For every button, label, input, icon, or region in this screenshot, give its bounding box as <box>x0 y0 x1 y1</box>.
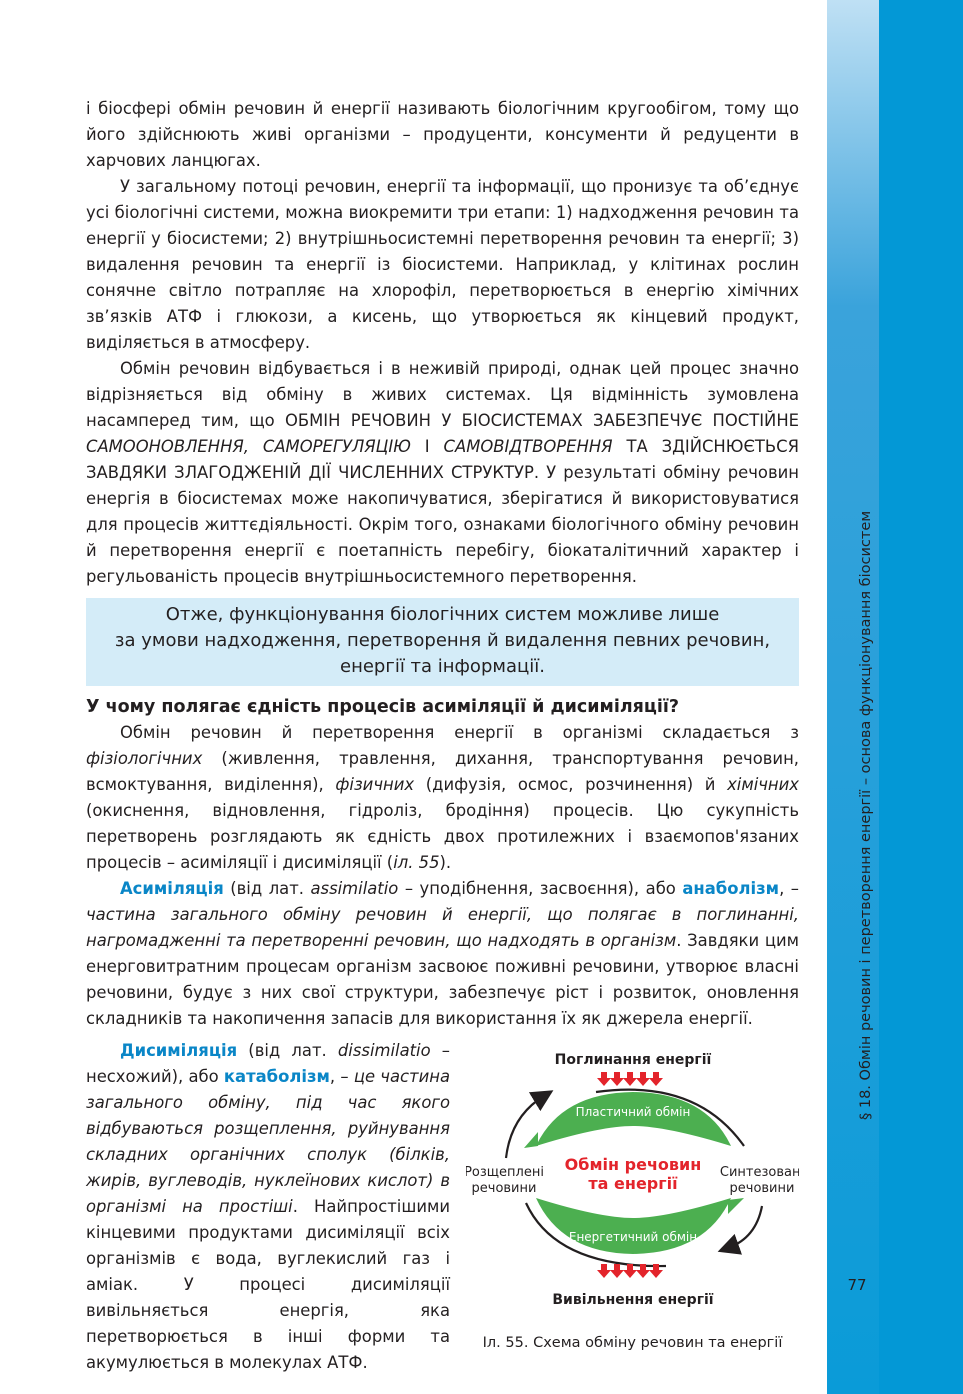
page-number: 77 <box>847 1276 867 1294</box>
label-synth-substances-1: Синтезовані <box>719 1165 799 1180</box>
paragraph-3: Обмін речовин відбувається і в неживій природі, однак цей процес значно відрізняється від обміну в живих системах. Ця відмінність зумовлена насамперед тим, що ОБМІН РЕЧОВИН У БІОСИСТЕМАХ ЗАБЕЗПЕЧУЄ ПОСТІЙНЕ САМООНОВЛЕННЯ, САМОРЕГУЛЯЦІЮ І САМОВІДТВОРЕННЯ ТА ЗДІЙСНЮЄТЬСЯ ЗАВДЯКИ ЗЛАГОДЖЕНІЙ ДІЇ ЧИСЛЕННИХ СТРУКТУР. У результаті обміну речовин енергія в біосистемах може накопичуватися, зберігатися й використовуватися для процесів життєдіяльності. Окрім того, ознаками біологічного обміну речовин й перетворення енергії є поетапність перебігу, біокаталітичний характер і регульованість процесів внутрішньосистемного перетворення. <box>86 359 799 586</box>
paragraph-1: і біосфері обмін речовин й енергії називають біологічним кругообігом, тому що його здійснюють живі організми – продуценти, консументи й редуценти в харчових ланцюгах. <box>86 99 799 170</box>
label-energy-absorption: Поглинання енергії <box>554 1052 712 1068</box>
absorption-arrows <box>597 1072 663 1086</box>
green-arrowhead-left <box>524 1132 538 1148</box>
release-arrows <box>597 1264 663 1278</box>
arrow-left-up <box>506 1096 544 1158</box>
dissimilation-column <box>86 1038 450 1376</box>
paragraph-2: У загальному потоці речовин, енергії та інформації, що пронизує та об’єднує усі біологічні системи, можна виокремити три етапи: 1) надходження речовин та енергії у біосистеми; 2) внутрішньосистемні перетворення речовин та енергії; 3) видалення речовин та енергії із біосистеми. Наприклад, у клітинах рослин сонячне світло потрапляє на хлорофіл, перетворюється в енергію хімічних зв’язків АТФ і глюкози, а кисень, що утворюється як кінцевий продукт, виділяється в атмосферу. <box>86 177 799 352</box>
plastic-exchange-band <box>536 1092 731 1146</box>
paragraph-4: Обмін речовин й перетворення енергії в організмі складається з фізіологічних (живлення, травлення, дихання, транспортування речовин, всмоктування, виділення), фізичних (дифузія, осмос, розчинення) й хімічних (окиснення, відновлення, гідроліз, бродіння) процесів. Цю сукупність перетворень розглядають як єдність двох протилежних і взаємопов'язаних процесів – асиміляції і дисиміляції (іл. 55). <box>86 723 800 872</box>
metabolism-diagram <box>466 1038 799 1323</box>
sidebar-dark-stripe <box>879 0 963 1394</box>
paragraph-6: Дисиміляція (від лат. dissimilatio – несхожий), або катаболізм, – це частина загального обміну, під час якого відбуваються розщеплення, руйнування складних органічних сполук (білків, жирів, вуглеводів, нуклеїнових кислот) в організмі на простіші. Найпростішими кінцевими продуктами дисиміляції всіх організмів є вода, вуглекислий газ і аміак. У процесі дисиміляції вивільняється енергія, яка перетворюється в інші форми та акумулюється в молекулах АТФ. <box>86 1041 451 1372</box>
label-split-substances-2: речовини <box>471 1181 537 1196</box>
section-question: У чому полягає єдність процесів асиміляції й дисиміляції? <box>86 697 680 717</box>
label-synth-substances-2: речовини <box>729 1181 795 1196</box>
label-energy-release: Вивільнення енергії <box>552 1292 714 1308</box>
running-head: § 18. Обмін речовин і перетворення енергії – основа функціонування біосистем <box>858 510 874 1120</box>
paragraph-5: Асиміляція (від лат. assimilatio – уподібнення, засвоєння), або анаболізм, – частина загального обміну речовин й енергії, що полягає в поглинанні, нагромадженні та перетворенні речовин, що надходять в організм. Завдяки цим енерговитратним процесам організм засвоює поживні речовини, утворює власні речовини, будує з них свої структури, забезпечує ріст і розвиток, оновлення складників та накопичення запасів для використання їх як джерела енергії. <box>86 879 799 1028</box>
summary-callout <box>86 598 799 686</box>
page-body <box>86 96 800 1372</box>
term-catabolism: катаболізм <box>223 1067 330 1086</box>
label-energy-exchange: Енергетичний обмін <box>568 1230 698 1244</box>
metabolism-figure <box>466 1038 799 1358</box>
term-dissimilation: Дисиміляція <box>120 1041 238 1060</box>
callout-line-3: енергії та інформації. <box>340 656 545 677</box>
figure-caption: Іл. 55. Схема обміну речовин та енергії <box>482 1335 783 1351</box>
center-title-line-1: Обмін речовин <box>564 1155 702 1174</box>
callout-line-1: Отже, функціонування біологічних систем можливе лише <box>165 604 720 625</box>
two-column-block <box>86 1038 799 1372</box>
term-anabolism: анаболізм <box>682 879 780 898</box>
arrow-right-down <box>728 1206 762 1248</box>
term-assimilation: Асиміляція <box>120 879 224 898</box>
center-title-line-2: та енергії <box>588 1174 678 1193</box>
label-split-substances-1: Розщеплені <box>466 1165 544 1180</box>
callout-line-2: за умови надходження, перетворення й видалення певних речовин, <box>114 630 771 651</box>
green-arrowhead-right <box>728 1198 744 1214</box>
label-plastic-exchange: Пластичний обмін <box>575 1105 691 1119</box>
